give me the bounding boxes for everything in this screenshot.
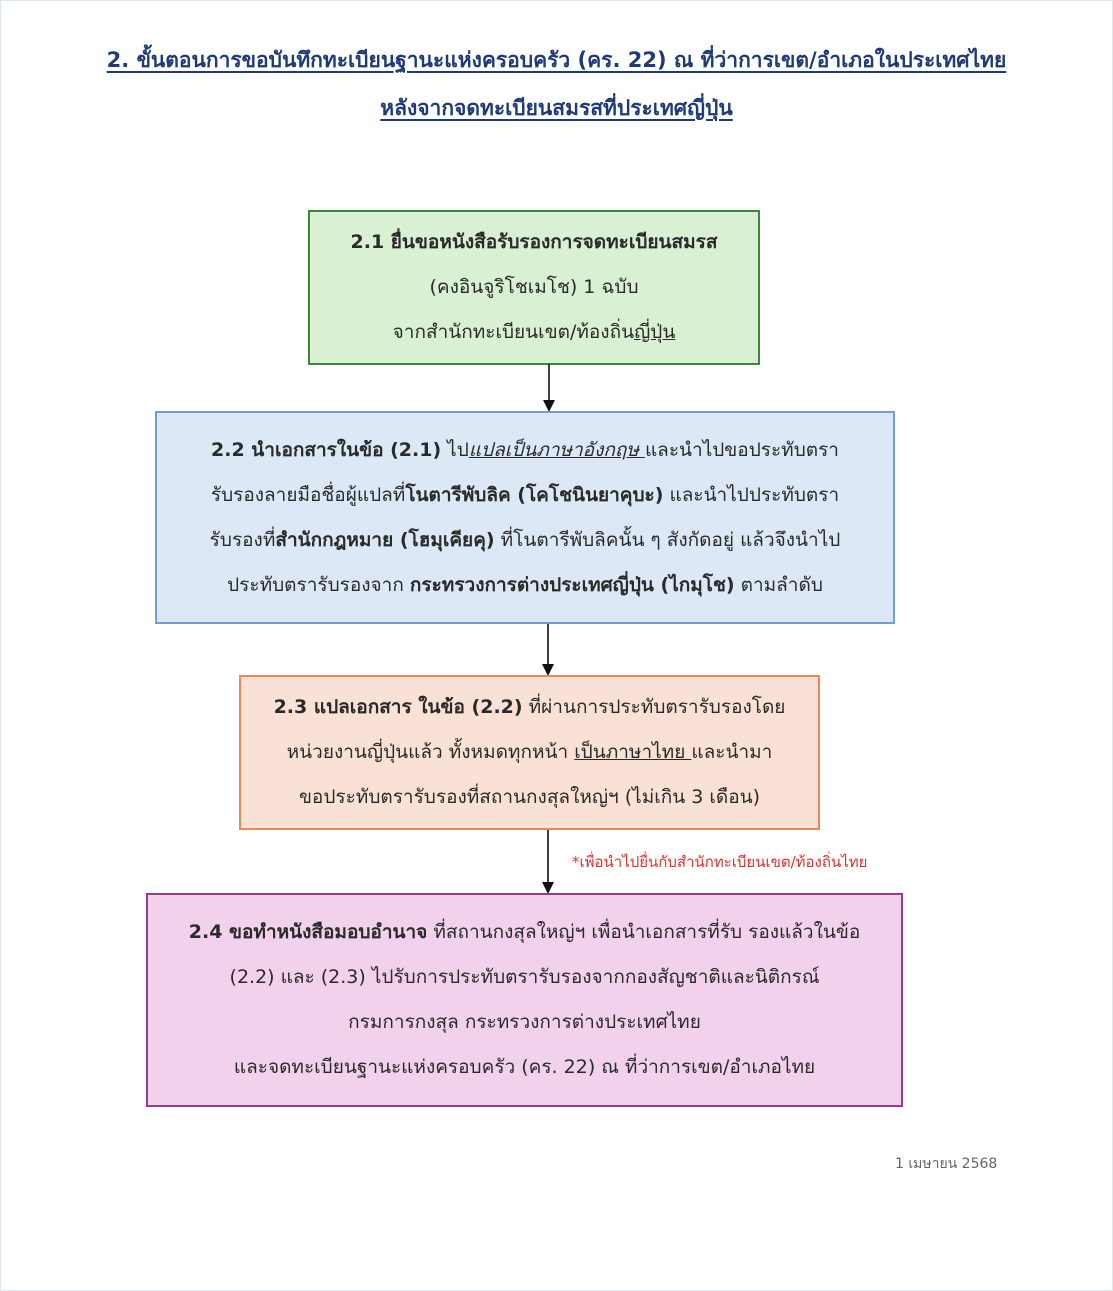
- step-2-1-line3-text: จากสำนักทะเบียนเขต/ท้องถิ่น: [392, 321, 635, 343]
- step-2-3-l2a: หน่วยงานญี่ปุ่นแล้ว ทั้งหมดทุกหน้า: [286, 741, 575, 763]
- step-2-3-l1a: ที่ผ่านการประทับตรารับรองโดย: [522, 696, 786, 718]
- step-2-4-heading: 2.4 ขอทำหนังสือมอบอำนาจ: [188, 921, 428, 943]
- step-2-3-line2: [287, 730, 773, 775]
- step-2-1-heading: 2.1 ยื่นขอหนังสือรับรองการจดทะเบียนสมรส: [350, 231, 718, 253]
- step-2-3-line1: [274, 685, 786, 730]
- step-2-2-l3a: รับรองที่: [209, 528, 276, 551]
- step-2-4-line4: และจดทะเบียนฐานะแห่งครอบครัว (คร. 22) ณ ที่ว่าการเขต/อำเภอไทย: [233, 1056, 816, 1078]
- note-text: *เพื่อนำไปยื่นกับสำนักทะเบียนเขต/ท้องถิ่นไทย: [572, 853, 868, 871]
- step-2-2-line3: [210, 518, 841, 563]
- step-2-1-line2: (คงอินจูริโชเมโช) 1 ฉบับ: [429, 276, 639, 298]
- step-2-3-box: [239, 675, 820, 830]
- step-2-3-heading: 2.3 แปลเอกสาร ในข้อ (2.2): [273, 696, 523, 718]
- step-2-2-l4a: ประทับตรารับรองจาก: [227, 573, 410, 596]
- step-2-4-line2: (2.2) และ (2.3) ไปรับการประทับตรารับรองจากกองสัญชาติและนิติกรณ์: [229, 966, 820, 988]
- step-2-2-l3b: ที่โนตารีพับลิคนั้น ๆ สังกัดอยู่ แล้วจึงนำไป: [494, 528, 841, 551]
- step-2-2-l3-bold: สำนักกฎหมาย (โฮมุเคียคุ): [275, 528, 495, 551]
- step-2-3-l2b: และนำมา: [691, 741, 773, 763]
- step-2-1-line3-underlined: ญี่ปุ่น: [634, 321, 676, 343]
- step-2-3-l2-underlined: เป็นภาษาไทย: [574, 741, 692, 763]
- page-title-line2: หลังจากจดทะเบียนสมรสที่ประเทศญี่ปุ่น: [380, 96, 733, 120]
- step-2-2-l4b: ตามลำดับ: [734, 573, 823, 596]
- step-2-2-l1-italic: แปลเป็นภาษาอังกฤษ: [468, 438, 645, 461]
- step-2-3-line3: ขอประทับตรารับรองที่สถานกงสุลใหญ่ฯ (ไม่เกิน 3 เดือน): [298, 786, 761, 808]
- document-date: 1 เมษายน 2568: [895, 1156, 998, 1172]
- arrow-3-to-4: [539, 830, 557, 894]
- step-2-2-l1a: ไป: [441, 438, 469, 461]
- step-2-2-l2b: และนำไปประทับตรา: [663, 483, 840, 506]
- step-2-4-line3: กรมการกงสุล กระทรวงการต่างประเทศไทย: [348, 1011, 701, 1033]
- step-2-2-line2: [211, 473, 839, 518]
- page-title-line1: 2. ขั้นตอนการขอบันทึกทะเบียนฐานะแห่งครอบครัว (คร. 22) ณ ที่ว่าการเขต/อำเภอในประเทศไทย: [106, 48, 1007, 72]
- arrow-2-to-3: [539, 624, 557, 676]
- step-2-2-line4: [227, 563, 823, 608]
- step-2-2-box: [155, 411, 895, 624]
- step-2-1-box: [308, 210, 760, 365]
- step-2-2-line1: [211, 428, 839, 473]
- step-2-4-line1: [189, 910, 861, 955]
- step-2-4-l1a: ที่สถานกงสุลใหญ่ฯ เพื่อนำเอกสารที่รับ รองแล้วในข้อ: [427, 921, 861, 943]
- step-2-2-l2-bold: โนตารีพับลิค (โคโชนินยาคุบะ): [405, 483, 664, 506]
- arrow-1-to-2: [540, 364, 558, 412]
- step-2-2-heading: 2.2 นำเอกสารในข้อ (2.1): [211, 438, 442, 461]
- step-2-2-l2a: รับรองลายมือชื่อผู้แปลที่: [210, 483, 406, 506]
- step-2-4-box: [146, 893, 903, 1107]
- step-2-1-line3: [393, 310, 676, 355]
- step-2-2-l1b: และนำไปขอประทับตรา: [644, 438, 839, 461]
- step-2-2-l4-bold: กระทรวงการต่างประเทศญี่ปุ่น (ไกมุโช): [409, 573, 735, 596]
